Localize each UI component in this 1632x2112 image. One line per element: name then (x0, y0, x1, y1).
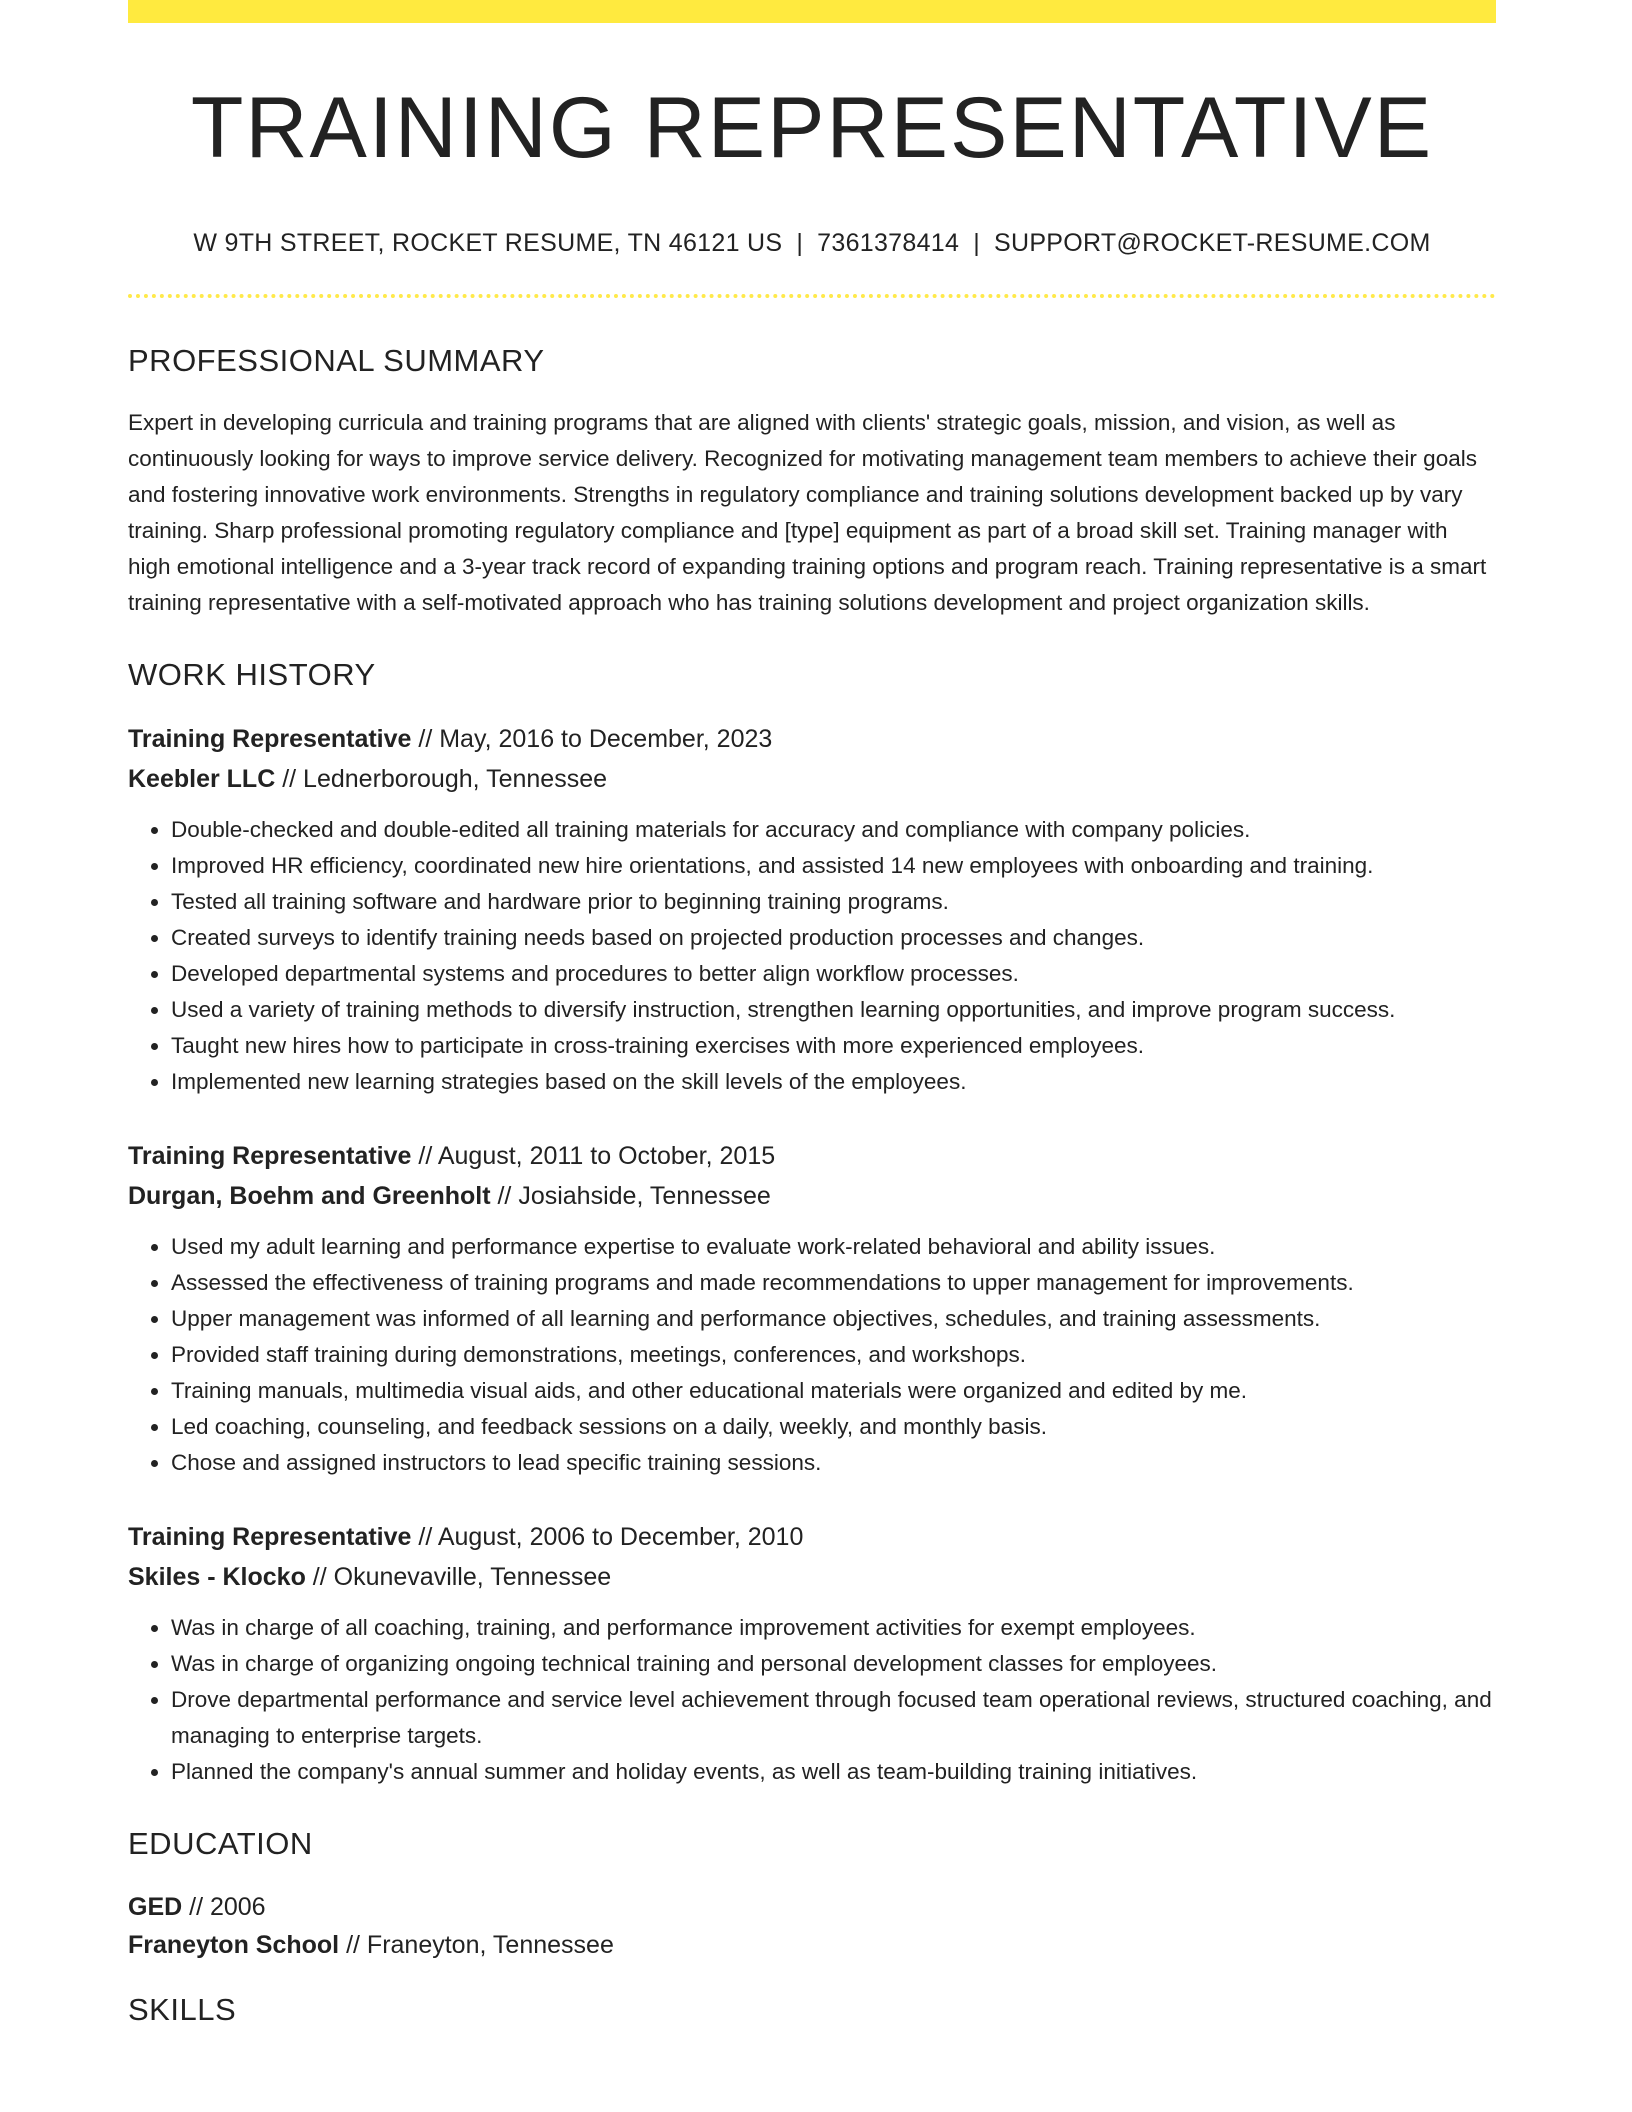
summary-heading: PROFESSIONAL SUMMARY (128, 343, 545, 378)
contact-email: SUPPORT@ROCKET-RESUME.COM (994, 229, 1431, 257)
job-title-line (128, 1136, 1496, 1176)
job-company: Keebler LLC (128, 765, 276, 793)
job-title-line (128, 719, 1496, 759)
job-bullet: • Training manuals, multimedia visual aids, and other educational materials were organized and edited by me. (171, 1373, 1496, 1409)
education-location: // Franeyton, Tennessee (339, 1931, 614, 1959)
job-bullet: • Upper management was informed of all learning and performance objectives, schedules, and training assessments. (171, 1301, 1496, 1337)
job-bullet: • Developed departmental systems and procedures to better align workflow processes. (171, 956, 1496, 992)
job-company: Skiles - Klocko (128, 1563, 306, 1591)
job-bullet-list (128, 1229, 1496, 1481)
work-history-list (128, 719, 1496, 1790)
job-bullet: • Provided staff training during demonstrations, meetings, conferences, and workshops. (171, 1337, 1496, 1373)
education-school: Franeyton School (128, 1931, 340, 1959)
candidate-name: TRAINING REPRESENTATIVE (190, 80, 1434, 176)
job-bullet: • Planned the company's annual summer and holiday events, as well as team-building training initiatives. (171, 1754, 1496, 1790)
job-company-line (128, 1176, 1496, 1216)
job-dates: // August, 2006 to December, 2010 (411, 1523, 804, 1551)
job-role: Training Representative (128, 1523, 412, 1551)
job-bullet: • Was in charge of organizing ongoing technical training and personal development classes for employees. (171, 1646, 1496, 1682)
job-role: Training Representative (128, 1142, 412, 1170)
job-bullet: • Taught new hires how to participate in cross-training exercises with more experienced employees. (171, 1028, 1496, 1064)
job-bullet: • Tested all training software and hardware prior to beginning training programs. (171, 884, 1496, 920)
job-bullet: • Improved HR efficiency, coordinated new hire orientations, and assisted 14 new employees with onboarding and training. (171, 848, 1496, 884)
job-bullet: • Created surveys to identify training needs based on projected production processes and changes. (171, 920, 1496, 956)
top-accent-bar (128, 0, 1496, 23)
job-bullet-list (128, 1610, 1496, 1790)
education-year: // 2006 (182, 1893, 266, 1921)
job-company: Durgan, Boehm and Greenholt (128, 1182, 491, 1210)
work-history-heading: WORK HISTORY (128, 657, 376, 692)
job-dates: // May, 2016 to December, 2023 (411, 725, 773, 753)
job-dates: // August, 2011 to October, 2015 (411, 1142, 776, 1170)
job-bullet: • Chose and assigned instructors to lead specific training sessions. (171, 1445, 1496, 1481)
job-entry (128, 1136, 1496, 1481)
job-bullet: • Used my adult learning and performance expertise to evaluate work-related behavioral and ability issues. (171, 1229, 1496, 1265)
contact-line (128, 229, 1496, 258)
job-location: // Lednerborough, Tennessee (275, 765, 608, 793)
education-degree: GED (128, 1893, 183, 1921)
contact-phone: 7361378414 (817, 229, 960, 257)
dotted-divider (128, 294, 1496, 298)
job-bullet: • Double-checked and double-edited all training materials for accuracy and compliance with company policies. (171, 812, 1496, 848)
summary-text: Expert in developing curricula and training programs that are aligned with clients' strategic goals, mission, and vision, as well as continuously looking for ways to improve service delivery. Recognized for motivating management team members to achieve their goals and fostering innovative work environments. Strengths in regulatory compliance and training solutions development backed up by vary training. Sharp professional promoting regulatory compliance and [type] equipment as part of a broad skill set. Training manager with high emotional intelligence and a 3-year track record of expanding training options and program reach. Training representative is a smart training representative with a self-motivated approach who has training solutions development and project organization skills. (128, 410, 1487, 615)
job-title-line (128, 1517, 1496, 1557)
job-bullet: • Drove departmental performance and service level achievement through focused team operational reviews, structured coaching, and managing to enterprise targets. (171, 1682, 1496, 1754)
job-location: // Okunevaville, Tennessee (305, 1563, 612, 1591)
job-location: // Josiahside, Tennessee (490, 1182, 771, 1210)
job-company-line (128, 1557, 1496, 1597)
job-entry (128, 1517, 1496, 1790)
education-entry (128, 1888, 1496, 1964)
job-bullet: • Used a variety of training methods to diversify instruction, strengthen learning opportunities, and improve program success. (171, 992, 1496, 1028)
contact-separator: | (973, 229, 980, 257)
job-entry (128, 719, 1496, 1100)
job-role: Training Representative (128, 725, 412, 753)
contact-separator: | (796, 229, 804, 257)
contact-address: W 9TH STREET, ROCKET RESUME, TN 46121 US (193, 229, 783, 257)
job-bullet: • Was in charge of all coaching, training, and performance improvement activities for exempt employees. (171, 1610, 1496, 1646)
resume-page (128, 0, 1496, 2028)
education-heading: EDUCATION (128, 1826, 313, 1861)
job-bullet-list (128, 812, 1496, 1100)
job-company-line (128, 759, 1496, 799)
skills-heading: SKILLS (128, 1992, 237, 2027)
job-bullet: • Implemented new learning strategies based on the skill levels of the employees. (171, 1064, 1496, 1100)
education-school-line (128, 1926, 1496, 1964)
education-degree-line (128, 1888, 1496, 1926)
job-bullet: • Assessed the effectiveness of training programs and made recommendations to upper management for improvements. (171, 1265, 1496, 1301)
job-bullet: • Led coaching, counseling, and feedback sessions on a daily, weekly, and monthly basis. (171, 1409, 1496, 1445)
